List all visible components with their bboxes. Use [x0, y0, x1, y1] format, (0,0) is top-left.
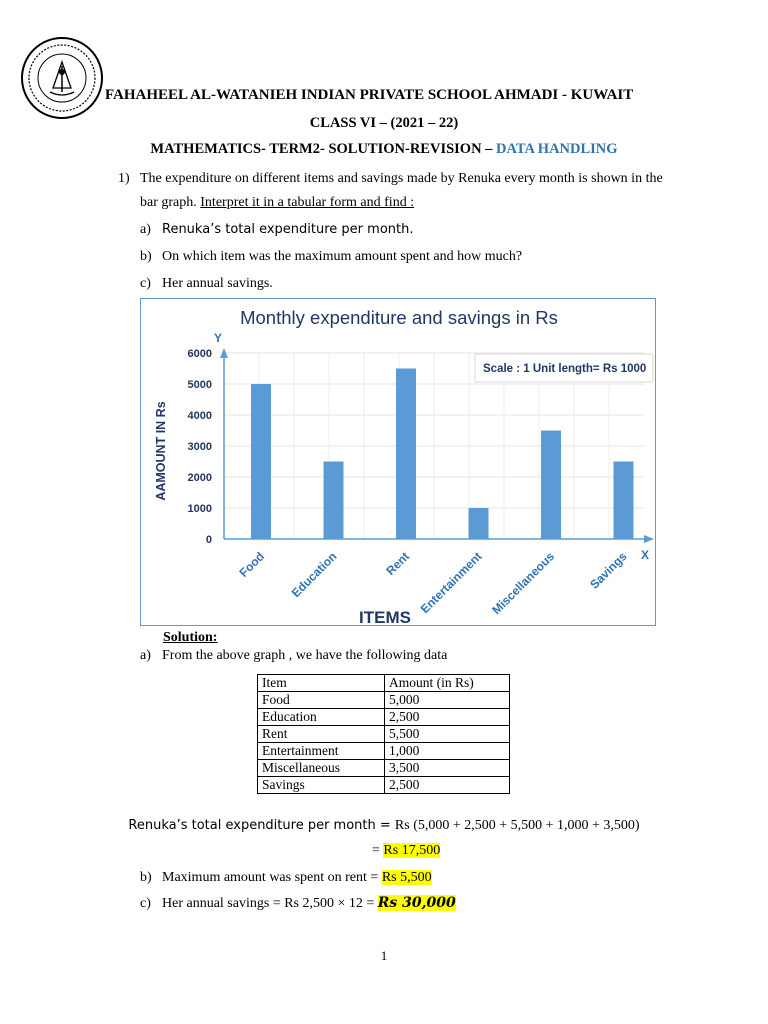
x-axis-label: ITEMS — [359, 608, 411, 627]
class-line: CLASS VI – (2021 – 22) — [309, 115, 459, 131]
y-tick-label: 1000 — [187, 503, 212, 515]
bar-entertainment — [469, 508, 489, 539]
question-1 — [118, 167, 678, 296]
x-tick-label: Rent — [383, 549, 413, 578]
table-cell-item: Education — [258, 709, 385, 726]
table-row — [258, 692, 510, 709]
x-axis-arrow — [644, 535, 654, 543]
bar-chart — [140, 298, 656, 626]
y-axis-letter: Y — [214, 331, 223, 345]
table-header-row — [258, 675, 510, 692]
table-row — [258, 709, 510, 726]
c-answer: Rs 30,000 — [377, 895, 456, 911]
total-answer-line: = Rs 17,500 — [372, 843, 441, 858]
x-tick-label: Savings — [587, 549, 630, 592]
total-expenditure-line — [0, 818, 768, 834]
chart-title: Monthly expenditure and savings in Rs — [240, 307, 558, 328]
table-cell-item: Food — [258, 692, 385, 709]
x-tick-label: Miscellaneous — [489, 549, 558, 618]
scale-note: Scale : 1 Unit length= Rs 1000 — [483, 363, 647, 375]
total-expression: Rs (5,000 + 2,500 + 5,500 + 1,000 + 3,500) — [394, 818, 640, 833]
table-cell-amount: 3,500 — [385, 760, 510, 777]
question-instruction: Interpret it in a tabular form and find : — [200, 195, 415, 210]
table-row — [258, 743, 510, 760]
table-row — [258, 760, 510, 777]
table-row — [258, 726, 510, 743]
solution-heading: Solution: — [163, 630, 218, 645]
table-cell-item: Entertainment — [258, 743, 385, 760]
question-number: 1) — [118, 171, 130, 186]
subject-line — [0, 141, 768, 158]
school-logo — [20, 36, 104, 120]
table-cell-amount: 5,000 — [385, 692, 510, 709]
page-number: 1 — [380, 948, 388, 963]
bar-rent — [396, 369, 416, 540]
y-tick-label: 0 — [205, 534, 212, 546]
bar-miscellaneous — [541, 431, 561, 540]
table-header-amount: Amount (in Rs) — [385, 675, 510, 692]
b-answer: Rs 5,500 — [381, 870, 432, 885]
table-cell-item: Savings — [258, 777, 385, 794]
solution-part-a: a) From the above graph , we have the following data — [140, 648, 448, 663]
y-axis-label: AAMOUNT IN Rs — [154, 401, 168, 501]
subject-prefix: MATHEMATICS- TERM2- SOLUTION-REVISION – — [150, 141, 497, 157]
y-tick-label: 5000 — [187, 379, 212, 391]
question-part-a: a) Renuka’s total expenditure per month. — [140, 222, 414, 237]
solution-part-b: b) Maximum amount was spent on rent = Rs 5,500 — [140, 870, 432, 885]
table-row — [258, 777, 510, 794]
y-tick-label: 2000 — [187, 472, 212, 484]
question-part-c: c) Her annual savings. — [140, 276, 273, 291]
subject-topic: DATA HANDLING — [496, 141, 618, 157]
table-cell-item: Miscellaneous — [258, 760, 385, 777]
x-tick-label: Food — [236, 549, 268, 580]
table-cell-amount: 5,500 — [385, 726, 510, 743]
school-name: FAHAHEEL AL-WATANIEH INDIAN PRIVATE SCHOOL AHMADI - KUWAIT — [105, 87, 634, 103]
question-text: The expenditure on different items and savings made by Renuka every month is shown in the bar graph. — [140, 171, 663, 210]
x-axis-letter: X — [641, 548, 650, 562]
bar-savings — [614, 462, 634, 540]
y-tick-label: 6000 — [187, 348, 212, 360]
bar-food — [251, 384, 271, 539]
x-tick-label: Education — [288, 549, 340, 601]
y-tick-label: 3000 — [187, 441, 212, 453]
solution-part-c: c) Her annual savings = Rs 2,500 × 12 = Rs 30,000 — [140, 895, 456, 911]
table-header-item: Item — [258, 675, 385, 692]
bar-education — [324, 462, 344, 540]
data-table — [257, 674, 510, 794]
x-tick-label: Entertainment — [417, 549, 485, 617]
table-cell-item: Rent — [258, 726, 385, 743]
y-tick-label: 4000 — [187, 410, 212, 422]
total-answer: Rs 17,500 — [383, 843, 441, 858]
table-cell-amount: 1,000 — [385, 743, 510, 760]
question-part-b: b) On which item was the maximum amount spent and how much? — [140, 249, 523, 264]
table-cell-amount: 2,500 — [385, 777, 510, 794]
table-cell-amount: 2,500 — [385, 709, 510, 726]
chart-canvas — [141, 299, 657, 627]
total-lead: Renuka’s total expenditure per month = — [128, 818, 395, 833]
